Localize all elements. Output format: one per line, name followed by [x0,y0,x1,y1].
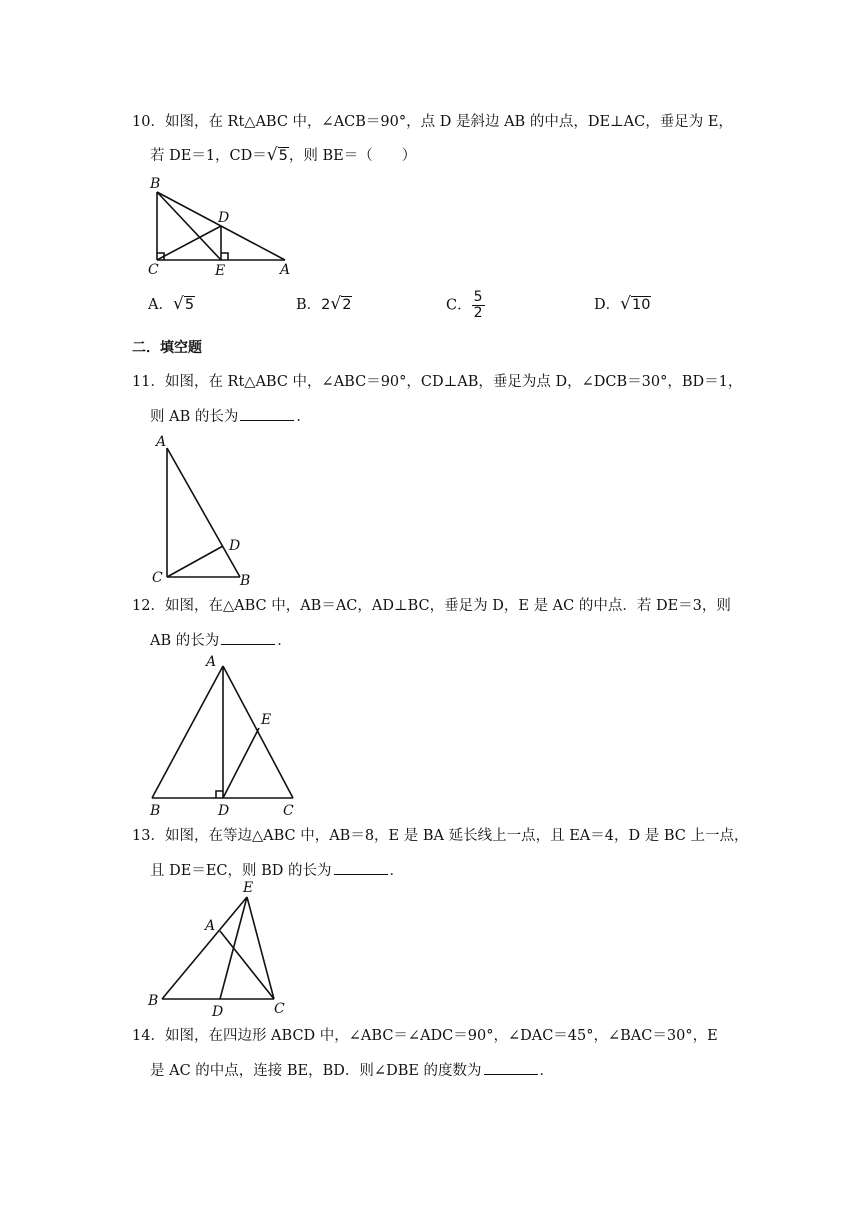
q14-line2-pre: 是 AC 的中点，连接 BE，BD．则∠DBE 的度数为 [150,1063,482,1079]
q10-option-a: A． √ 5 [148,294,195,314]
q12-figure [140,652,310,822]
q12-label-D: D [218,803,230,819]
q10-label-E: E [215,263,226,279]
q13-line1: 13．如图，在等边△ABC 中，AB＝8，E 是 BA 延长线上一点，且 EA＝4，D 是 BC 上一点， [132,828,749,844]
q10-option-b-coef: 2 [321,297,331,313]
q10-line2-post: ，则 BE＝（ ） [288,148,417,164]
q11-label-A: A [156,434,167,450]
q10-line2-pre: 若 DE＝1，CD＝ [150,148,267,164]
q10-line1: 10．如图，在 Rt△ABC 中，∠ACB＝90°，点 D 是斜边 AB 的中点，DE⊥AC，垂足为 E， [132,114,733,130]
q10-figure [140,176,310,280]
q11-label-C: C [152,570,163,586]
q10-option-a-value: 5 [184,297,195,313]
q10-sqrt-radicand: 5 [278,148,288,164]
q11-figure [150,432,270,592]
q10-option-c-label: C． [446,297,472,314]
q10-option-c-num: 5 [473,289,483,305]
q13-label-B: B [148,993,159,1009]
q12-label-E: E [261,712,272,728]
q13-line2-post: ． [389,863,404,879]
q13-label-E: E [243,880,254,896]
q11-line1: 11．如图，在 Rt△ABC 中，∠ABC＝90°，CD⊥AB，垂足为点 D，∠DCB＝30°，BD＝1， [132,374,743,390]
q10-option-d-label: D． [594,297,621,313]
q12-line1: 12．如图，在△ABC 中，AB＝AC，AD⊥BC，垂足为 D，E 是 AC 的中点．若 DE＝3，则 [132,598,731,614]
section-title: 二．填空题 [132,340,202,356]
q10-option-b-label: B． [296,297,322,313]
q12-label-C: C [283,803,294,819]
q10-label-D: D [218,210,230,226]
q14-line2 [150,1060,554,1081]
q14-answer-blank [484,1060,538,1075]
q10-label-B: B [150,176,161,192]
q11-line2-post: ． [296,409,311,425]
q10-sqrt: √ 5 [266,145,288,165]
q11-line2 [150,406,311,427]
q10-label-C: C [148,262,159,278]
q12-line2-pre: AB 的长为 [150,633,220,649]
q10-option-c [446,290,485,321]
q10-option-d: D． √ 10 [594,294,651,314]
q10-label-A: A [280,262,291,278]
q10-line2 [150,146,416,166]
q12-label-B: B [150,803,161,819]
q13-answer-blank [334,860,388,875]
q10-option-b-value: 2 [342,297,352,313]
q13-line2-pre: 且 DE＝EC，则 BD 的长为 [150,863,332,879]
q10-option-c-den: 2 [473,305,483,321]
q11-line2-pre: 则 AB 的长为 [150,409,239,425]
q10-option-a-label: A． [148,297,173,313]
q13-label-A: A [205,918,216,934]
q12-line2 [150,630,292,651]
q13-figure [140,878,300,1018]
q10-option-d-value: 10 [631,297,651,313]
q13-label-D: D [212,1004,224,1020]
q12-answer-blank [221,630,275,645]
q11-label-D: D [229,538,241,554]
q11-answer-blank [240,406,294,421]
q14-line2-post: ． [539,1063,555,1079]
q14-line1: 14．如图，在四边形 ABCD 中，∠ABC＝∠ADC＝90°，∠DAC＝45°，∠BAC＝30°，E [132,1028,718,1044]
q11-label-B: B [240,573,251,589]
q13-label-C: C [274,1001,285,1017]
q12-line2-post: ． [277,633,292,649]
q12-label-A: A [206,654,217,670]
q10-option-b: B．2 √ 2 [296,294,352,314]
